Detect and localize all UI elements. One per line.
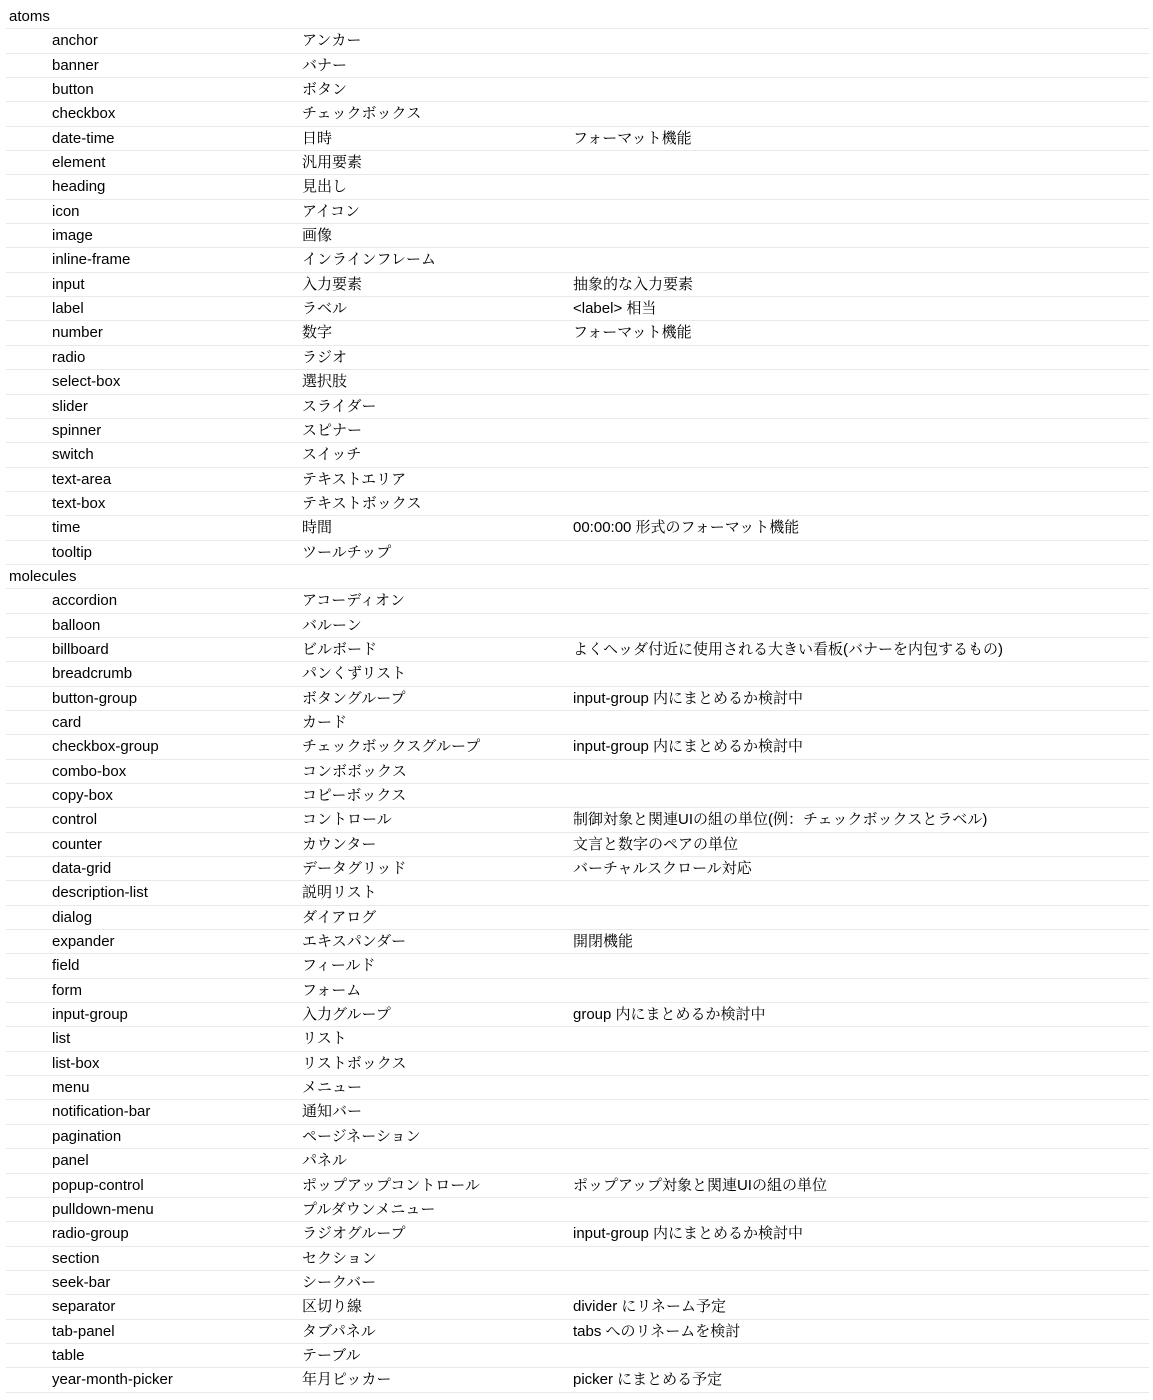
component-japanese-name: スピナー bbox=[302, 421, 363, 439]
component-key: control bbox=[52, 811, 98, 829]
component-key: copy-box bbox=[52, 787, 113, 804]
component-note: group 内にまとめるか検討中 bbox=[573, 1006, 766, 1024]
table-row bbox=[0, 297, 1153, 321]
component-key: form bbox=[52, 981, 82, 999]
component-japanese-name: プルダウンメニュー bbox=[302, 1200, 436, 1218]
component-japanese-name: ラジオグループ bbox=[302, 1225, 406, 1243]
table-row bbox=[0, 29, 1153, 53]
component-key: heading bbox=[52, 178, 106, 196]
table-row bbox=[0, 735, 1153, 759]
component-japanese-name: ポップアップコントロール bbox=[302, 1176, 480, 1194]
table-row bbox=[0, 1027, 1153, 1051]
component-japanese-name: ラベル bbox=[302, 300, 348, 318]
component-japanese-name: テキストエリア bbox=[302, 470, 407, 488]
component-key: radio-group bbox=[52, 1225, 129, 1243]
table-row bbox=[0, 321, 1153, 345]
component-key: balloon bbox=[52, 616, 101, 634]
table-row bbox=[0, 1344, 1153, 1368]
component-key: time bbox=[52, 519, 81, 537]
table-row bbox=[0, 248, 1153, 272]
table-row bbox=[0, 954, 1153, 978]
table-row bbox=[0, 638, 1153, 662]
table-row bbox=[0, 224, 1153, 248]
component-japanese-name: テキストボックス bbox=[302, 494, 422, 512]
component-note: 開閉機能 bbox=[573, 933, 634, 951]
table-row bbox=[0, 784, 1153, 808]
component-japanese-name: セクション bbox=[302, 1249, 377, 1267]
component-japanese-name: ページネーション bbox=[302, 1127, 421, 1145]
table-row bbox=[0, 760, 1153, 784]
table-row bbox=[0, 127, 1153, 151]
table-row bbox=[0, 1368, 1153, 1392]
component-key: separator bbox=[52, 1298, 116, 1316]
component-key: number bbox=[52, 324, 103, 342]
component-japanese-name: カウンター bbox=[302, 835, 377, 853]
component-japanese-name: インラインフレーム bbox=[302, 251, 436, 269]
component-japanese-name: スライダー bbox=[302, 397, 377, 415]
component-japanese-name: チェックボックス bbox=[302, 105, 422, 123]
component-key: description-list bbox=[52, 884, 148, 902]
table-row bbox=[0, 614, 1153, 638]
component-note: 制御対象と関連UIの組の単位(例：チェックボックスとラベル) bbox=[573, 811, 988, 829]
component-key: card bbox=[52, 713, 82, 731]
component-key: popup-control bbox=[52, 1176, 144, 1194]
table-row bbox=[0, 589, 1153, 613]
component-key: seek-bar bbox=[52, 1273, 111, 1291]
component-key: counter bbox=[52, 835, 103, 853]
component-key: button bbox=[52, 81, 94, 99]
component-japanese-name: シークバー bbox=[302, 1273, 377, 1291]
component-key: menu bbox=[52, 1079, 90, 1097]
table-row bbox=[0, 1076, 1153, 1100]
component-japanese-name: コピーボックス bbox=[302, 787, 407, 804]
table-row bbox=[0, 1174, 1153, 1198]
component-note: input-group 内にまとめるか検討中 bbox=[573, 689, 804, 707]
component-japanese-name: パンくずリスト bbox=[302, 665, 407, 683]
component-japanese-name: エキスパンダー bbox=[302, 933, 407, 951]
component-japanese-name: コントロール bbox=[302, 811, 392, 829]
component-note: よくヘッダ付近に使用される大きい看板(バナーを内包するもの) bbox=[573, 640, 1003, 658]
component-japanese-name: パネル bbox=[302, 1152, 348, 1170]
table-row bbox=[0, 1320, 1153, 1344]
table-row bbox=[0, 662, 1153, 686]
table-row bbox=[0, 1295, 1153, 1319]
table-row bbox=[0, 687, 1153, 711]
component-japanese-name: 見出し bbox=[302, 178, 348, 196]
component-key: label bbox=[52, 300, 84, 318]
table-row bbox=[0, 881, 1153, 905]
component-key: checkbox bbox=[52, 105, 116, 123]
table-row bbox=[0, 1271, 1153, 1295]
component-key: image bbox=[52, 227, 93, 245]
component-key: panel bbox=[52, 1152, 89, 1170]
component-key: text-box bbox=[52, 494, 106, 512]
table-row bbox=[0, 273, 1153, 297]
component-japanese-name: 選択肢 bbox=[302, 373, 348, 391]
group-row-molecules bbox=[0, 565, 1153, 589]
component-japanese-name: 入力要素 bbox=[302, 275, 363, 293]
component-key: inline-frame bbox=[52, 251, 131, 269]
table-row bbox=[0, 1247, 1153, 1271]
component-japanese-name: 日時 bbox=[302, 129, 333, 147]
component-japanese-name: ラジオ bbox=[302, 348, 348, 366]
table-row bbox=[0, 443, 1153, 467]
component-note: tabs へのリネームを検討 bbox=[573, 1322, 741, 1340]
component-japanese-name: アンカー bbox=[302, 32, 362, 50]
component-key: list bbox=[52, 1030, 71, 1048]
table-row bbox=[0, 1052, 1153, 1076]
component-key: pulldown-menu bbox=[52, 1200, 154, 1218]
component-key: section bbox=[52, 1249, 100, 1267]
component-key: checkbox-group bbox=[52, 738, 159, 756]
component-key: tab-panel bbox=[52, 1322, 115, 1340]
component-key: billboard bbox=[52, 640, 109, 658]
component-key: breadcrumb bbox=[52, 665, 133, 683]
component-japanese-name: リストボックス bbox=[302, 1054, 407, 1072]
component-key: dialog bbox=[52, 908, 93, 926]
table-row bbox=[0, 516, 1153, 540]
table-row bbox=[0, 54, 1153, 78]
component-japanese-name: ツールチップ bbox=[302, 543, 392, 561]
component-key: select-box bbox=[52, 373, 121, 391]
component-key: element bbox=[52, 154, 106, 172]
component-japanese-name: 区切り線 bbox=[302, 1298, 363, 1316]
table-row bbox=[0, 175, 1153, 199]
component-japanese-name: テーブル bbox=[302, 1346, 361, 1364]
component-japanese-name: フィールド bbox=[302, 957, 376, 975]
component-key: input-group bbox=[52, 1006, 128, 1024]
component-key: text-area bbox=[52, 470, 112, 488]
component-japanese-name: 年月ピッカー bbox=[302, 1371, 392, 1389]
table-row bbox=[0, 200, 1153, 224]
component-key: icon bbox=[52, 202, 80, 220]
component-key: list-box bbox=[52, 1054, 100, 1072]
component-key: spinner bbox=[52, 421, 102, 439]
table-row bbox=[0, 1100, 1153, 1124]
table-row bbox=[0, 833, 1153, 857]
group-label: atoms bbox=[9, 8, 50, 25]
component-note: 抽象的な入力要素 bbox=[573, 275, 694, 293]
table-row bbox=[0, 102, 1153, 126]
component-key: button-group bbox=[52, 689, 138, 707]
component-japanese-name: ボタングループ bbox=[302, 689, 406, 707]
component-japanese-name: チェックボックスグループ bbox=[302, 738, 481, 756]
table-row bbox=[0, 395, 1153, 419]
table-row bbox=[0, 346, 1153, 370]
table-row bbox=[0, 808, 1153, 832]
component-key: radio bbox=[52, 348, 86, 366]
table-row bbox=[0, 930, 1153, 954]
component-japanese-name: ビルボード bbox=[302, 640, 378, 658]
component-japanese-name: ダイアログ bbox=[302, 908, 377, 926]
component-note: ポップアップ対象と関連UIの組の単位 bbox=[573, 1176, 827, 1194]
table-row bbox=[0, 419, 1153, 443]
component-note: 00:00:00 形式のフォーマット機能 bbox=[573, 519, 800, 537]
component-note: input-group 内にまとめるか検討中 bbox=[573, 738, 804, 756]
component-key: banner bbox=[52, 56, 99, 74]
component-note: picker にまとめる予定 bbox=[573, 1371, 723, 1389]
component-key: field bbox=[52, 957, 80, 975]
component-japanese-name: 説明リスト bbox=[302, 884, 377, 902]
component-note: <label> 相当 bbox=[573, 300, 657, 318]
table-row bbox=[0, 1198, 1153, 1222]
component-key: slider bbox=[52, 397, 88, 415]
component-japanese-name: フォーム bbox=[302, 981, 362, 999]
component-key: notification-bar bbox=[52, 1103, 151, 1121]
component-note: フォーマット機能 bbox=[573, 129, 692, 147]
component-japanese-name: バナー bbox=[302, 56, 348, 74]
component-japanese-name: 通知バー bbox=[302, 1103, 363, 1121]
component-note: input-group 内にまとめるか検討中 bbox=[573, 1225, 804, 1243]
component-note: フォーマット機能 bbox=[573, 324, 692, 342]
component-key: accordion bbox=[52, 592, 118, 610]
component-japanese-name: カード bbox=[302, 713, 348, 731]
component-japanese-name: バルーン bbox=[302, 616, 362, 634]
component-key: year-month-picker bbox=[52, 1371, 173, 1389]
table-row bbox=[0, 1003, 1153, 1027]
group-row-atoms bbox=[0, 5, 1153, 29]
component-japanese-name: 画像 bbox=[302, 227, 333, 245]
component-japanese-name: 入力グループ bbox=[302, 1006, 391, 1024]
table-row bbox=[0, 1222, 1153, 1246]
table-row bbox=[0, 541, 1153, 565]
component-key: table bbox=[52, 1346, 85, 1364]
table-row bbox=[0, 906, 1153, 930]
component-japanese-name: ボタン bbox=[302, 81, 348, 99]
component-key: input bbox=[52, 275, 85, 293]
component-japanese-name: アコーディオン bbox=[302, 592, 406, 610]
table-row bbox=[0, 492, 1153, 516]
component-key: expander bbox=[52, 933, 115, 951]
component-key: date-time bbox=[52, 129, 115, 147]
component-japanese-name: 時間 bbox=[302, 519, 333, 537]
table-row bbox=[0, 857, 1153, 881]
component-japanese-name: メニュー bbox=[302, 1079, 363, 1097]
component-japanese-name: リスト bbox=[302, 1030, 347, 1048]
table-row bbox=[0, 370, 1153, 394]
component-japanese-name: アイコン bbox=[302, 202, 361, 220]
component-note: divider にリネーム予定 bbox=[573, 1298, 727, 1316]
component-note: 文言と数字のペアの単位 bbox=[573, 835, 739, 853]
component-key: switch bbox=[52, 446, 94, 464]
component-note: バーチャルスクロール対応 bbox=[573, 860, 752, 878]
component-japanese-name: データグリッド bbox=[302, 860, 407, 878]
component-key: data-grid bbox=[52, 860, 112, 878]
component-key: combo-box bbox=[52, 762, 127, 780]
table-row bbox=[0, 979, 1153, 1003]
table-row bbox=[0, 1149, 1153, 1173]
component-key: pagination bbox=[52, 1127, 122, 1145]
table-row bbox=[0, 78, 1153, 102]
component-japanese-name: 汎用要素 bbox=[302, 154, 363, 172]
group-label: molecules bbox=[9, 567, 77, 585]
table-row bbox=[0, 151, 1153, 175]
component-key: anchor bbox=[52, 32, 98, 50]
component-japanese-name: スイッチ bbox=[302, 446, 362, 464]
table-row bbox=[0, 468, 1153, 492]
component-japanese-name: 数字 bbox=[302, 324, 333, 342]
component-key: tooltip bbox=[52, 543, 93, 561]
table-row bbox=[0, 1125, 1153, 1149]
component-japanese-name: タブパネル bbox=[302, 1322, 376, 1340]
component-japanese-name: コンボボックス bbox=[302, 762, 407, 780]
table-row bbox=[0, 711, 1153, 735]
